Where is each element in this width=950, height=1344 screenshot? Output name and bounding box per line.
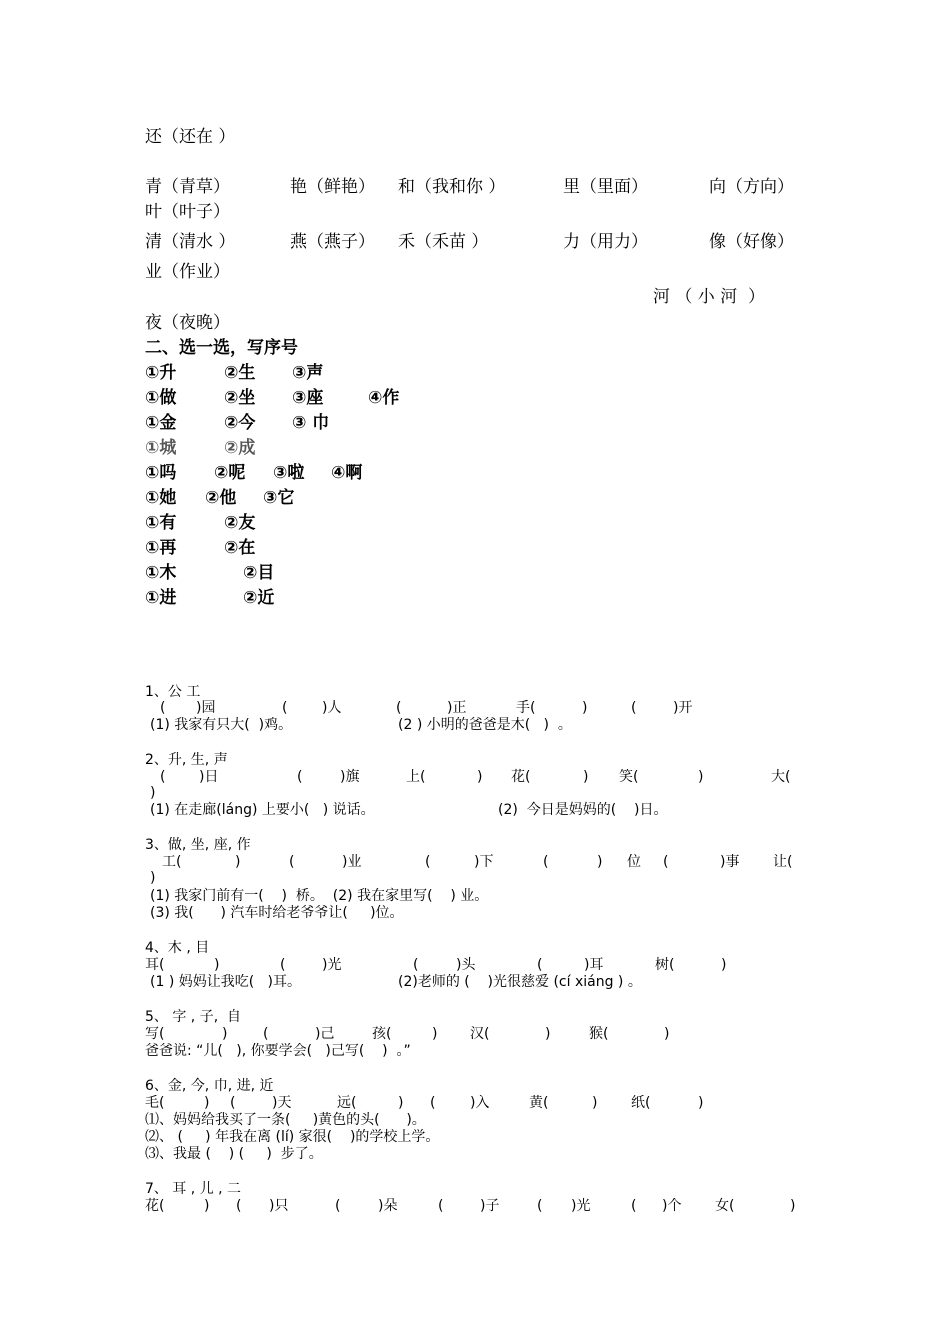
- vocab-item: 艳（鲜艳）: [290, 177, 375, 197]
- blank-item: (: [230, 1095, 236, 1111]
- sentence: (3) 我( ) 汽车时给老爷爷让( )位。: [150, 905, 404, 921]
- blank-item: 花(: [145, 1198, 165, 1214]
- choice-option: ②他: [205, 488, 237, 508]
- blank-item: (: [160, 700, 166, 716]
- choice-option: ②今: [224, 413, 256, 433]
- exercise-heading: 3、做, 坐, 座, 作: [145, 837, 251, 853]
- blank-item: (: [289, 854, 295, 870]
- choice-option: ①进: [145, 588, 177, 608]
- sentence: (1) 我家门前有一( ) 桥。 (2) 我在家里写( ) 业。: [150, 888, 489, 904]
- blank-item: )个: [662, 1198, 682, 1214]
- blank-item: 汉(: [470, 1026, 490, 1042]
- choice-option: ①金: [145, 413, 177, 433]
- exercise-heading: 4、木 , 目: [145, 940, 210, 956]
- choice-option: ②在: [224, 538, 256, 558]
- word-hai: 还（还在 ）: [145, 127, 236, 147]
- choice-option: ①有: [145, 513, 177, 533]
- blank-item: ): [592, 1095, 598, 1111]
- blank-item: )耳: [584, 957, 604, 973]
- blank-item: 上(: [406, 769, 426, 785]
- blank-item: 手(: [516, 700, 536, 716]
- blank-item: (: [543, 854, 549, 870]
- blank-item: )子: [480, 1198, 500, 1214]
- blank-item: 毛(: [145, 1095, 165, 1111]
- blank-item: 写(: [145, 1026, 165, 1042]
- vocab-item: 青（青草）: [145, 177, 230, 197]
- blank-item: (: [425, 854, 431, 870]
- vocab-item: 叶（叶子）: [145, 202, 230, 222]
- blank-item: )光: [322, 957, 342, 973]
- blank-item: )头: [456, 957, 476, 973]
- choice-option: ③座: [292, 388, 324, 408]
- blank-item: 耳(: [145, 957, 165, 973]
- choice-option: ④作: [368, 388, 400, 408]
- choice-option: ①升: [145, 363, 177, 383]
- blank-item: ): [790, 1198, 796, 1214]
- choice-option: ①做: [145, 388, 177, 408]
- blank-item: 黄(: [529, 1095, 549, 1111]
- blank-item: (: [537, 957, 543, 973]
- sentence: ⑶、我最 ( ) ( ) 步了。: [145, 1146, 323, 1162]
- blank-item: )旗: [340, 769, 360, 785]
- vocab-item: 业（作业）: [145, 262, 230, 282]
- blank-item: ): [698, 769, 704, 785]
- blank-item: )下: [474, 854, 494, 870]
- blank-item: (: [631, 1198, 637, 1214]
- vocab-item: 和（我和你 ）: [398, 177, 506, 197]
- sentence: ⑵、 ( ) 年我在离 (lí) 家很( )的学校上学。: [145, 1129, 440, 1145]
- blank-item: ): [583, 769, 589, 785]
- choice-option: ④啊: [331, 463, 363, 483]
- blank-item: ): [597, 854, 603, 870]
- sentence: (1) 在走廊(láng) 上要小( ) 说话。: [150, 802, 375, 818]
- blank-item: ): [150, 870, 156, 886]
- blank-item: ): [204, 1095, 210, 1111]
- blank-item: (: [160, 769, 166, 785]
- blank-item: 笑(: [619, 769, 639, 785]
- blank-item: )只: [269, 1198, 289, 1214]
- blank-item: )朵: [378, 1198, 398, 1214]
- blank-item: ): [204, 1198, 210, 1214]
- blank-item: (: [663, 854, 669, 870]
- vocab-item: 像（好像）: [709, 232, 794, 252]
- sentence: (2) 今日是妈妈的( )日。: [498, 802, 668, 818]
- blank-item: ): [698, 1095, 704, 1111]
- exercise-heading: 5、 字 , 子, 自: [145, 1009, 242, 1025]
- blank-item: ): [432, 1026, 438, 1042]
- sentence: (1) 我家有只大( )鸡。: [150, 717, 293, 733]
- blank-item: 孩(: [372, 1026, 392, 1042]
- vocab-item: 河 （ 小 河 ）: [653, 287, 766, 307]
- blank-item: 工(: [162, 854, 182, 870]
- blank-item: )光: [571, 1198, 591, 1214]
- blank-item: )天: [272, 1095, 292, 1111]
- blank-item: 女(: [715, 1198, 735, 1214]
- choice-option: ①再: [145, 538, 177, 558]
- choice-option: ③它: [263, 488, 295, 508]
- blank-item: )己: [315, 1026, 335, 1042]
- sentence: 爸爸说: “儿( ), 你要学会( )己写( ) 。”: [145, 1043, 411, 1059]
- choice-option: ②坐: [224, 388, 256, 408]
- blank-item: 猴(: [589, 1026, 609, 1042]
- choice-option: ①城: [145, 438, 177, 458]
- choice-option: ③声: [292, 363, 324, 383]
- vocab-item: 清（清水 ）: [145, 232, 236, 252]
- blank-item: ): [235, 854, 241, 870]
- choice-option: ②呢: [214, 463, 246, 483]
- choice-option: ③啦: [273, 463, 305, 483]
- blank-item: (: [236, 1198, 242, 1214]
- choice-option: ②友: [224, 513, 256, 533]
- choice-option: ①吗: [145, 463, 177, 483]
- blank-item: (: [438, 1198, 444, 1214]
- blank-item: )正: [447, 700, 467, 716]
- blank-item: 远(: [337, 1095, 357, 1111]
- blank-item: (: [280, 957, 286, 973]
- blank-item: 花(: [511, 769, 531, 785]
- blank-item: ): [222, 1026, 228, 1042]
- blank-item: (: [631, 700, 637, 716]
- choice-option: ①木: [145, 563, 177, 583]
- blank-item: (: [396, 700, 402, 716]
- blank-item: (: [430, 1095, 436, 1111]
- blank-item: ): [398, 1095, 404, 1111]
- blank-item: )业: [342, 854, 362, 870]
- blank-item: ): [477, 769, 483, 785]
- choice-option: ②生: [224, 363, 256, 383]
- choice-option: ②成: [224, 438, 256, 458]
- blank-item: )日: [199, 769, 219, 785]
- blank-item: ): [214, 957, 220, 973]
- blank-item: )开: [673, 700, 693, 716]
- choice-option: ②近: [243, 588, 275, 608]
- vocab-item: 里（里面）: [563, 177, 648, 197]
- vocab-item: 向（方向）: [709, 177, 794, 197]
- blank-item: ): [582, 700, 588, 716]
- blank-item: )园: [196, 700, 216, 716]
- blank-item: ): [150, 785, 156, 801]
- blank-item: (: [537, 1198, 543, 1214]
- blank-item: )入: [470, 1095, 490, 1111]
- blank-item: ): [664, 1026, 670, 1042]
- blank-item: ): [721, 957, 727, 973]
- exercise-heading: 1、公 工: [145, 684, 201, 700]
- blank-item: (: [297, 769, 303, 785]
- vocab-item: 夜（夜晚）: [145, 313, 230, 333]
- choice-option: ③ 巾: [292, 413, 330, 433]
- choice-option: ②目: [243, 563, 275, 583]
- blank-item: (: [282, 700, 288, 716]
- sentence: (2 ) 小明的爸爸是木( ) 。: [398, 717, 572, 733]
- vocab-item: 燕（燕子）: [290, 232, 375, 252]
- exercise-heading: 2、升, 生, 声: [145, 752, 228, 768]
- blank-item: (: [263, 1026, 269, 1042]
- choice-option: ①她: [145, 488, 177, 508]
- blank-item: 纸(: [631, 1095, 651, 1111]
- vocab-item: 禾（禾苗 ）: [398, 232, 489, 252]
- blank-item: )人: [322, 700, 342, 716]
- blank-item: 位: [627, 854, 641, 870]
- section-title: 二、选一选，写序号: [145, 338, 298, 358]
- blank-item: 让(: [773, 854, 793, 870]
- exercise-heading: 7、 耳 , 儿 , 二: [145, 1181, 242, 1197]
- blank-item: )事: [720, 854, 740, 870]
- blank-item: (: [335, 1198, 341, 1214]
- vocab-item: 力（用力）: [563, 232, 648, 252]
- sentence: ⑴、妈妈给我买了一条( )黄色的头( )。: [145, 1112, 426, 1128]
- sentence: (1 ) 妈妈让我吃( )耳。: [150, 974, 302, 990]
- exercise-heading: 6、金, 今, 巾, 进, 近: [145, 1078, 274, 1094]
- blank-item: ): [545, 1026, 551, 1042]
- blank-item: (: [413, 957, 419, 973]
- blank-item: 树(: [655, 957, 675, 973]
- sentence: (2)老师的 ( )光很慈爱 (cí xiáng ) 。: [398, 974, 642, 990]
- blank-item: 大(: [771, 769, 791, 785]
